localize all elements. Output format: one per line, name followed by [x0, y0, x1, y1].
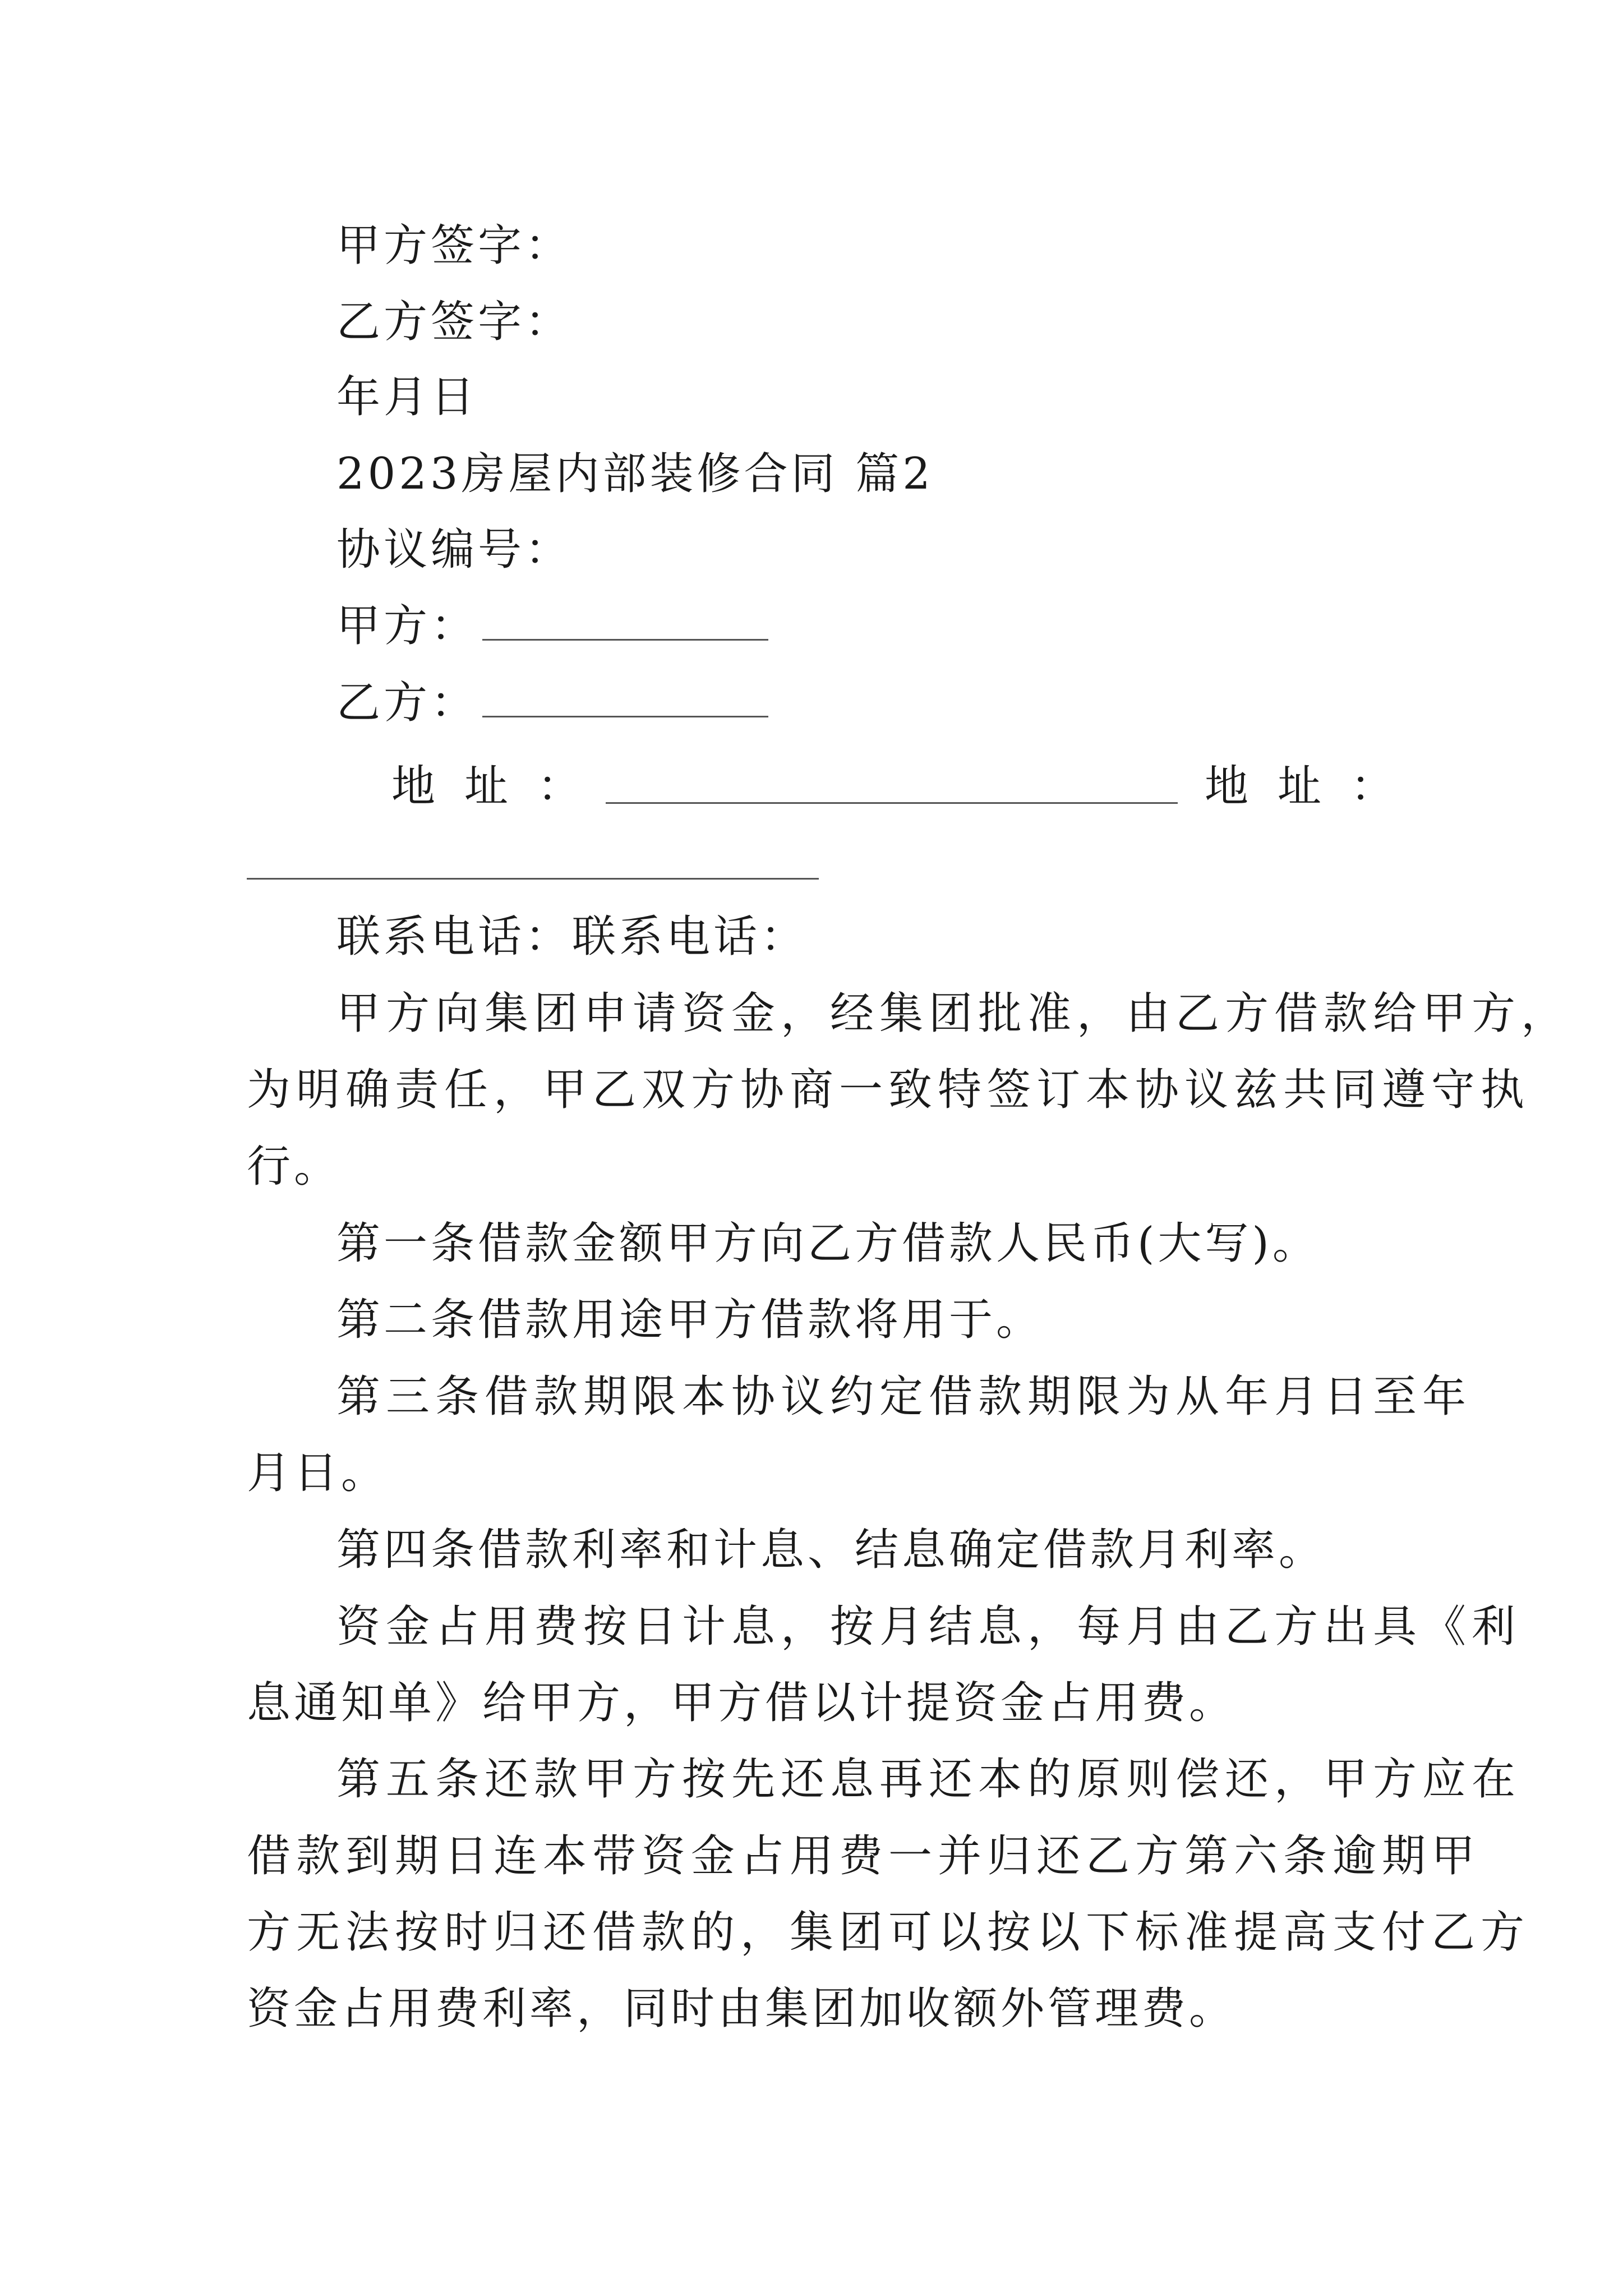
party-b-label: 乙方： — [336, 678, 478, 728]
article-5-line-3: 方无法按时归还借款的，集团可以按以下标准提高支付乙方 — [247, 1907, 1530, 1958]
fee-paragraph-line-1: 资金占用费按日计息，按月结息，每月由乙方出具《利 — [336, 1602, 1521, 1652]
party-b-line — [336, 675, 768, 731]
address-blank-b — [247, 878, 819, 880]
party-b-signature-line: 乙方签字： — [336, 297, 573, 347]
address-blank-a — [606, 802, 1178, 804]
address-row — [0, 758, 1623, 815]
party-a-blank — [482, 599, 768, 641]
phone-line: 联系电话：联系电话： — [336, 912, 808, 962]
party-a-label: 甲方： — [336, 601, 478, 651]
intro-paragraph-line-2: 为明确责任，甲乙双方协商一致特签订本协议兹共同遵守执 — [247, 1065, 1530, 1115]
article-5-line-1: 第五条还款甲方按先还息再还本的原则偿还，甲方应在 — [336, 1754, 1521, 1805]
party-b-blank — [482, 675, 768, 717]
agreement-number-line: 协议编号： — [336, 524, 573, 575]
article-3-line-2: 月日。 — [247, 1448, 389, 1498]
contract-title: 2023房屋内部装修合同 篇2 — [336, 449, 934, 499]
party-a-line — [336, 598, 768, 654]
article-5-line-2: 借款到期日连本带资金占用费一并归还乙方第六条逾期甲 — [247, 1831, 1481, 1881]
fee-paragraph-line-2: 息通知单》给甲方，甲方借以计提资金占用费。 — [247, 1678, 1237, 1728]
article-2: 第二条借款用途甲方借款将用于。 — [336, 1295, 1044, 1345]
article-1: 第一条借款金额甲方向乙方借款人民币(大写)。 — [336, 1218, 1320, 1269]
date-line: 年月日 — [336, 372, 478, 422]
address-label-a: 地址： — [391, 761, 611, 812]
article-5-line-4: 资金占用费利率，同时由集团加收额外管理费。 — [247, 1984, 1237, 2034]
party-a-signature-line: 甲方签字： — [336, 220, 573, 271]
intro-paragraph-line-1: 甲方向集团申请资金，经集团批准，由乙方借款给甲方， — [336, 988, 1571, 1039]
intro-paragraph-line-3: 行。 — [247, 1142, 342, 1192]
article-3-line-1: 第三条借款期限本协议约定借款期限为从年月日至年 — [336, 1372, 1472, 1422]
address-label-b: 地址： — [1205, 761, 1424, 812]
article-4: 第四条借款利率和计息、结息确定借款月利率。 — [336, 1525, 1326, 1575]
